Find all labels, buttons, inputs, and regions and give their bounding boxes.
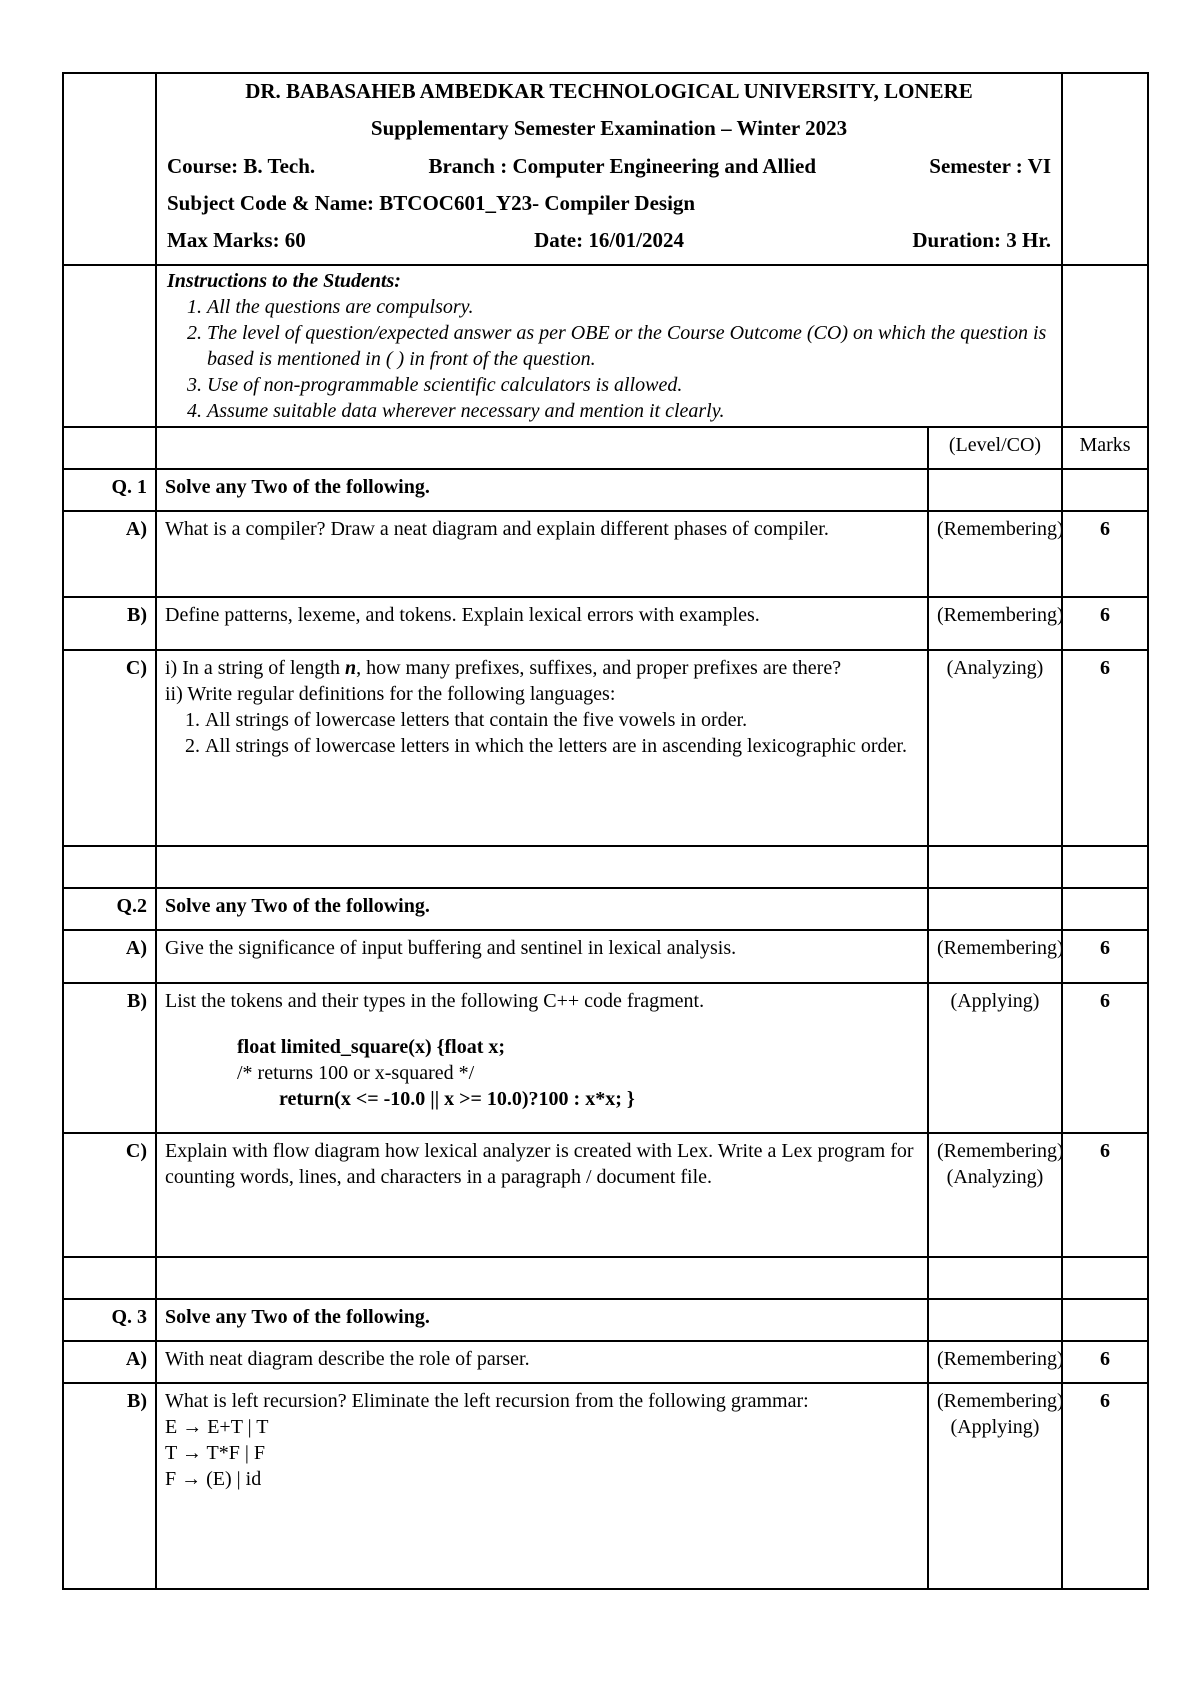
q3b-level-1: (Remembering) <box>936 1390 1064 1413</box>
spacer-row <box>63 1257 1148 1299</box>
empty-cell <box>928 469 1062 511</box>
q1c-level: (Analyzing) <box>928 650 1062 846</box>
q3b-text <box>156 1383 928 1589</box>
q2a-row <box>63 930 1148 983</box>
q2b-marks: 6 <box>1062 983 1148 1133</box>
q1b-level: (Remembering) <box>928 597 1062 650</box>
q1a-text: What is a compiler? Draw a neat diagram and explain different phases of compiler. <box>156 511 928 597</box>
q1a-level: (Remembering) <box>928 511 1062 597</box>
q1c-list <box>165 707 919 759</box>
q1c-text <box>156 650 928 846</box>
q3b-marks: 6 <box>1062 1383 1148 1589</box>
q2c-text: Explain with flow diagram how lexical analyzer is created with Lex. Write a Lex program for counting words, lines, and characters in a paragraph / document file. <box>156 1133 928 1257</box>
q1c-part1-prefix: i) In a string of length <box>165 657 345 680</box>
max-marks: Max Marks: 60 <box>167 228 306 253</box>
q3b-level-2: (Applying) <box>950 1416 1040 1439</box>
duration: Duration: 3 Hr. <box>912 228 1051 253</box>
q1c-item: 2. All strings of lowercase letters in which the letters are in ascending lexicographic order. <box>205 733 919 759</box>
exam-date: Date: 16/01/2024 <box>534 228 685 253</box>
header-cell <box>156 73 1062 265</box>
semester: Semester : VI <box>929 153 1051 178</box>
q2c-marks: 6 <box>1062 1133 1148 1257</box>
course-line <box>167 153 1051 180</box>
q1c-part2: ii) Write regular definitions for the following languages: <box>165 683 616 706</box>
q1c-marks: 6 <box>1062 650 1148 846</box>
empty-cell <box>928 888 1062 930</box>
q3b-level <box>928 1383 1062 1589</box>
q1c-item: 1. All strings of lowercase letters that contain the five vowels in order. <box>205 707 919 733</box>
empty-cell <box>1062 1257 1148 1299</box>
level-heading: (Level/CO) <box>928 427 1062 469</box>
q2-title: Solve any Two of the following. <box>156 888 928 930</box>
code-line-1: float limited_square(x) {float x; <box>237 1036 506 1059</box>
code-line-3: return(x <= -10.0 || x >= 10.0)?100 : x*x; } <box>279 1088 635 1111</box>
empty-cell <box>1062 888 1148 930</box>
q1b-label: B) <box>63 597 156 650</box>
q3-title: Solve any Two of the following. <box>156 1299 928 1341</box>
university-name: DR. BABASAHEB AMBEDKAR TECHNOLOGICAL UNIVERSITY, LONERE <box>245 79 973 103</box>
q1-title-row <box>63 469 1148 511</box>
q1a-label: A) <box>63 511 156 597</box>
empty-cell <box>1062 846 1148 888</box>
code-line-2: /* returns 100 or x-squared */ <box>237 1062 475 1085</box>
column-heading-row <box>63 427 1148 469</box>
q2a-marks: 6 <box>1062 930 1148 983</box>
empty-cell <box>928 1299 1062 1341</box>
q1c-label: C) <box>63 650 156 846</box>
q2c-level <box>928 1133 1062 1257</box>
q2b-text <box>156 983 928 1133</box>
q3a-text: With neat diagram describe the role of parser. <box>156 1341 928 1383</box>
header-right-cell <box>1062 73 1148 265</box>
instructions-list <box>167 294 1051 424</box>
empty-cell <box>1062 469 1148 511</box>
header-left-cell <box>63 73 156 265</box>
exam-paper-table <box>62 72 1149 1590</box>
empty-cell <box>156 846 928 888</box>
grammar-rule-3: F → (E) | id <box>165 1468 262 1491</box>
empty-cell <box>156 427 928 469</box>
q2b-question: List the tokens and their types in the following C++ code fragment. <box>165 990 705 1013</box>
q3a-label: A) <box>63 1341 156 1383</box>
q1c-part1-suffix: , how many prefixes, suffixes, and proper prefixes are there? <box>356 657 842 680</box>
empty-cell <box>928 1257 1062 1299</box>
instructions-row <box>63 265 1148 427</box>
q3b-question: What is left recursion? Eliminate the left recursion from the following grammar: <box>165 1390 809 1413</box>
grammar-rule-1: E → E+T | T <box>165 1416 269 1439</box>
empty-cell <box>63 846 156 888</box>
empty-cell <box>928 846 1062 888</box>
q2b-level: (Applying) <box>928 983 1062 1133</box>
q2c-label: C) <box>63 1133 156 1257</box>
marks-heading: Marks <box>1062 427 1148 469</box>
q3b-label: B) <box>63 1383 156 1589</box>
q1a-row <box>63 511 1148 597</box>
instruction-item: 4. Assume suitable data wherever necessary and mention it clearly. <box>207 398 1051 424</box>
q2-number: Q.2 <box>63 888 156 930</box>
q2c-level-1: (Remembering) <box>936 1140 1064 1163</box>
empty-cell <box>63 1257 156 1299</box>
subject: Subject Code & Name: BTCOC601_Y23- Compiler Design <box>167 190 696 215</box>
q2c-level-2: (Analyzing) <box>946 1166 1044 1189</box>
instruction-item: 2. The level of question/expected answer as per OBE or the Course Outcome (CO) on which the question is based is mentioned in ( ) in front of the question. <box>207 320 1051 372</box>
q3a-level: (Remembering) <box>928 1341 1062 1383</box>
spacer-row <box>63 846 1148 888</box>
grammar-rule-2: T → T*F | F <box>165 1442 265 1465</box>
q1c-part1-var: n <box>344 657 357 680</box>
instructions-title: Instructions to the Students: <box>167 270 401 293</box>
q1b-row <box>63 597 1148 650</box>
marks-line <box>167 227 1051 254</box>
q2a-label: A) <box>63 930 156 983</box>
q1b-marks: 6 <box>1062 597 1148 650</box>
q1-title: Solve any Two of the following. <box>156 469 928 511</box>
q2-title-row <box>63 888 1148 930</box>
q2c-row <box>63 1133 1148 1257</box>
branch: Branch : Computer Engineering and Allied <box>428 153 817 178</box>
instructions-cell <box>156 265 1062 427</box>
q3-title-row <box>63 1299 1148 1341</box>
header-row <box>63 73 1148 265</box>
q2b-label: B) <box>63 983 156 1133</box>
q3-number: Q. 3 <box>63 1299 156 1341</box>
empty-cell <box>63 265 156 427</box>
empty-cell <box>1062 265 1148 427</box>
q3b-row <box>63 1383 1148 1589</box>
q1c-row <box>63 650 1148 846</box>
empty-cell <box>1062 1299 1148 1341</box>
course: Course: B. Tech. <box>167 153 316 178</box>
q3a-row <box>63 1341 1148 1383</box>
q2a-level: (Remembering) <box>928 930 1062 983</box>
exam-title: Supplementary Semester Examination – Winter 2023 <box>370 116 848 141</box>
q1c-part1 <box>165 655 919 681</box>
instruction-item: 1. All the questions are compulsory. <box>207 294 1051 320</box>
instruction-item: 3. Use of non-programmable scientific calculators is allowed. <box>207 372 1051 398</box>
empty-cell <box>63 427 156 469</box>
q2a-text: Give the significance of input buffering and sentinel in lexical analysis. <box>156 930 928 983</box>
q1-number: Q. 1 <box>63 469 156 511</box>
q1b-text: Define patterns, lexeme, and tokens. Explain lexical errors with examples. <box>156 597 928 650</box>
q3a-marks: 6 <box>1062 1341 1148 1383</box>
empty-cell <box>156 1257 928 1299</box>
q2b-row <box>63 983 1148 1133</box>
q1a-marks: 6 <box>1062 511 1148 597</box>
